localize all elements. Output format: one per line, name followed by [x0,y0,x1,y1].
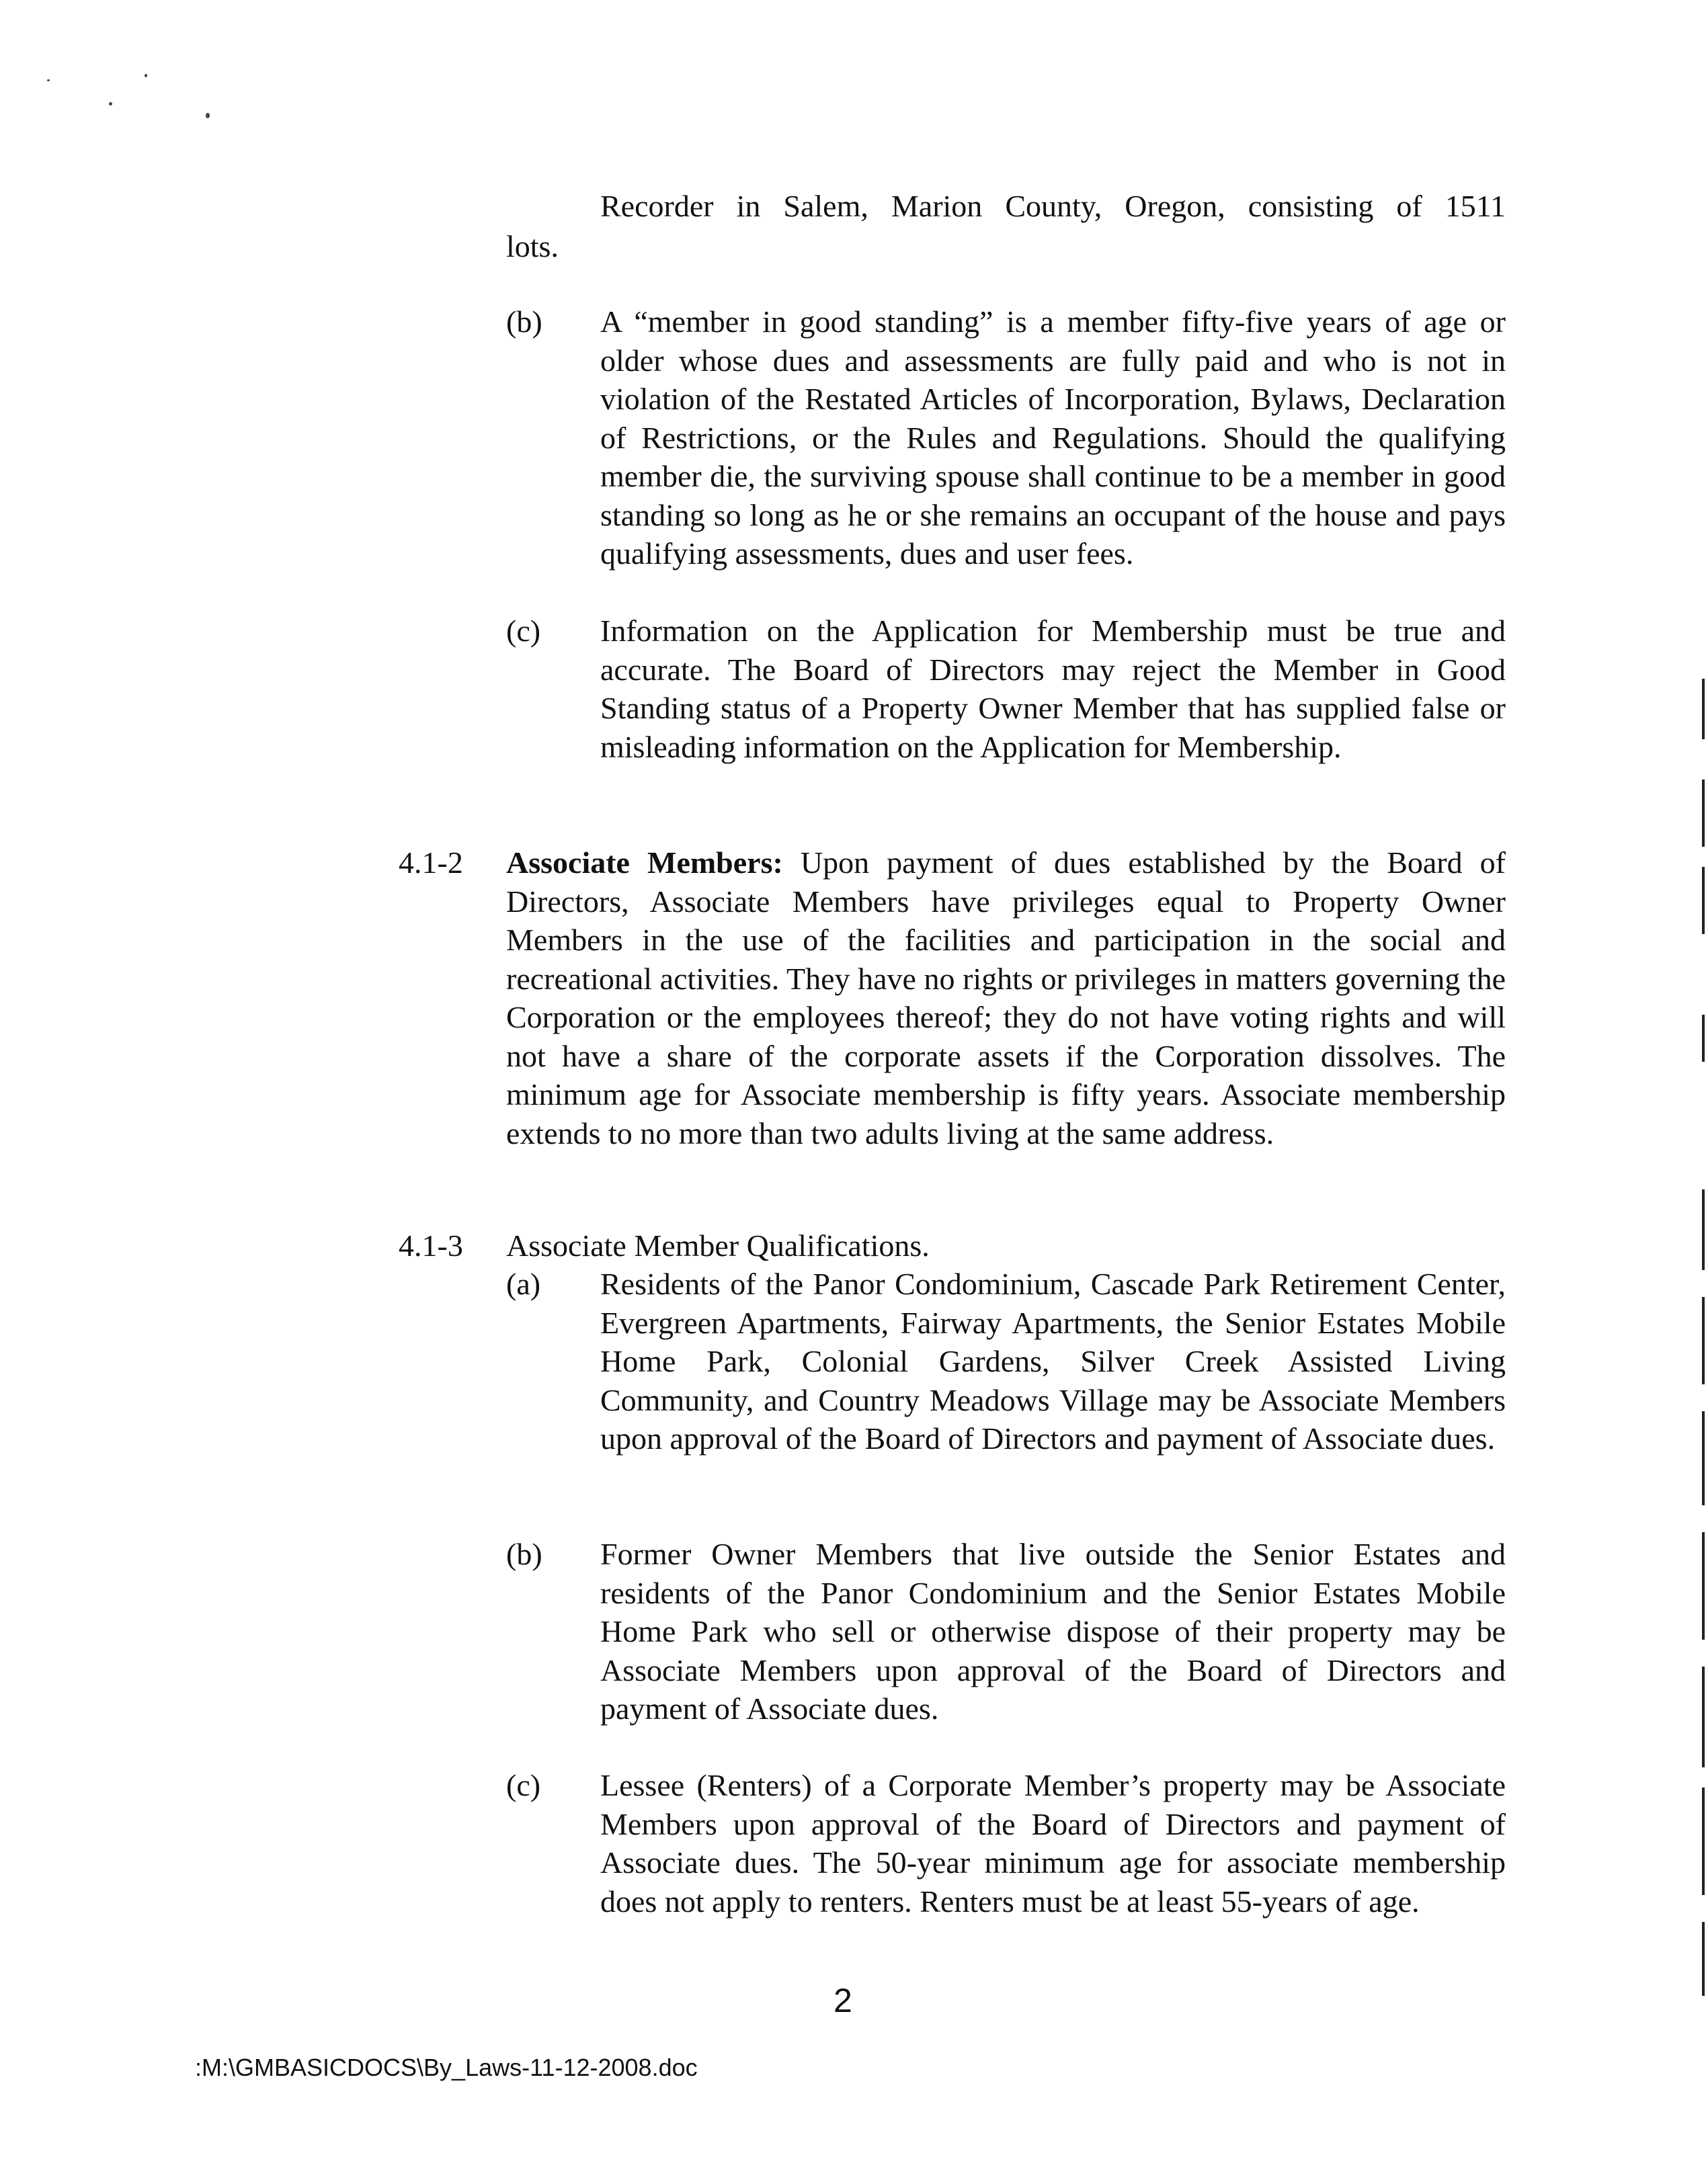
scan-speck [145,74,147,77]
scan-edge-line [1702,1667,1705,1767]
scan-edge-line [1702,1922,1705,1996]
page-number: 2 [834,1982,852,2019]
scan-speck [206,113,210,118]
item-label: (a) [506,1267,541,1301]
section-number: 4.1-2 [399,845,463,880]
item-label: (c) [506,1768,541,1802]
continuation-line-1: Recorder in Salem, Marion County, Oregon, consisting of 1511 [600,189,1506,223]
scan-edge-line [1702,1015,1705,1062]
scan-edge-line [1702,1532,1705,1640]
scan-speck [109,102,112,106]
item-text: Former Owner Members that live outside the Senior Estates and residents of the Panor Condominium and the Senior Estates Mobile Home Park who sell or otherwise dispose of their property may be Associate Members upon approval of the Board of Directors and payment of Associate dues. [600,1537,1506,1726]
item-label: (b) [506,304,542,339]
section-heading: Associate Members: [506,845,783,880]
item-text: Information on the Application for Membership must be true and accurate. The Board of Directors may reject the Member in Good Standing status of a Property Owner Member that has supplied false or misleading information on the Application for Membership. [600,614,1506,764]
continuation-line-2: lots. [506,229,559,263]
scan-speck [47,79,50,81]
section-text: Upon payment of dues established by the Board of Directors, Associate Members have privileges equal to Property Owner Members in the use of the facilities and participation in the social and recreational activities. They have no rights or privileges in matters governing the Corporation or the employees thereof; they do not have voting rights and will not have a share of the corporate assets if the Corporation dissolves. The minimum age for Associate membership is fifty years. Associate membership extends to no more than two adults living at the same address. [506,845,1506,1150]
item-label: (b) [506,1537,542,1571]
scan-edge-line [1702,1788,1705,1895]
scan-edge-line [1702,1189,1705,1270]
scan-edge-line [1702,679,1705,739]
scan-edge-line [1702,1411,1705,1505]
item-text: Residents of the Panor Condominium, Cascade Park Retirement Center, Evergreen Apartments, Fairway Apartments, the Senior Estates Mobile Home Park, Colonial Gardens, Silver Creek Assisted Living Community, and Country Meadows Village may be Associate Members upon approval of the Board of Directors and payment of Associate dues. [600,1267,1506,1456]
footer-file-path: :M:\GMBASICDOCS\By_Laws-11-12-2008.doc [195,2054,698,2081]
item-text: A “member in good standing” is a member fifty-five years of age or older whose dues and assessments are fully paid and who is not in violation of the Restated Articles of Incorporation, Bylaws, Declaration of Restrictions, or the Rules and Regulations. Should the qualifying member die, the surviving spouse shall continue to be a member in good standing so long as he or she remains an occupant of the house and pays qualifying assessments, dues and user fees. [600,304,1506,571]
item-text: Lessee (Renters) of a Corporate Member’s property may be Associate Members upon approval of the Board of Directors and payment of Associate dues. The 50-year minimum age for associate membership does not apply to renters. Renters must be at least 55-years of age. [600,1768,1506,1919]
section-heading: Associate Member Qualifications. [506,1228,930,1263]
scan-edge-line [1702,780,1705,847]
section-body [506,843,1506,1152]
scan-edge-line [1702,1297,1705,1384]
item-label: (c) [506,614,541,648]
scan-edge-line [1702,867,1705,934]
section-number: 4.1-3 [399,1228,463,1263]
